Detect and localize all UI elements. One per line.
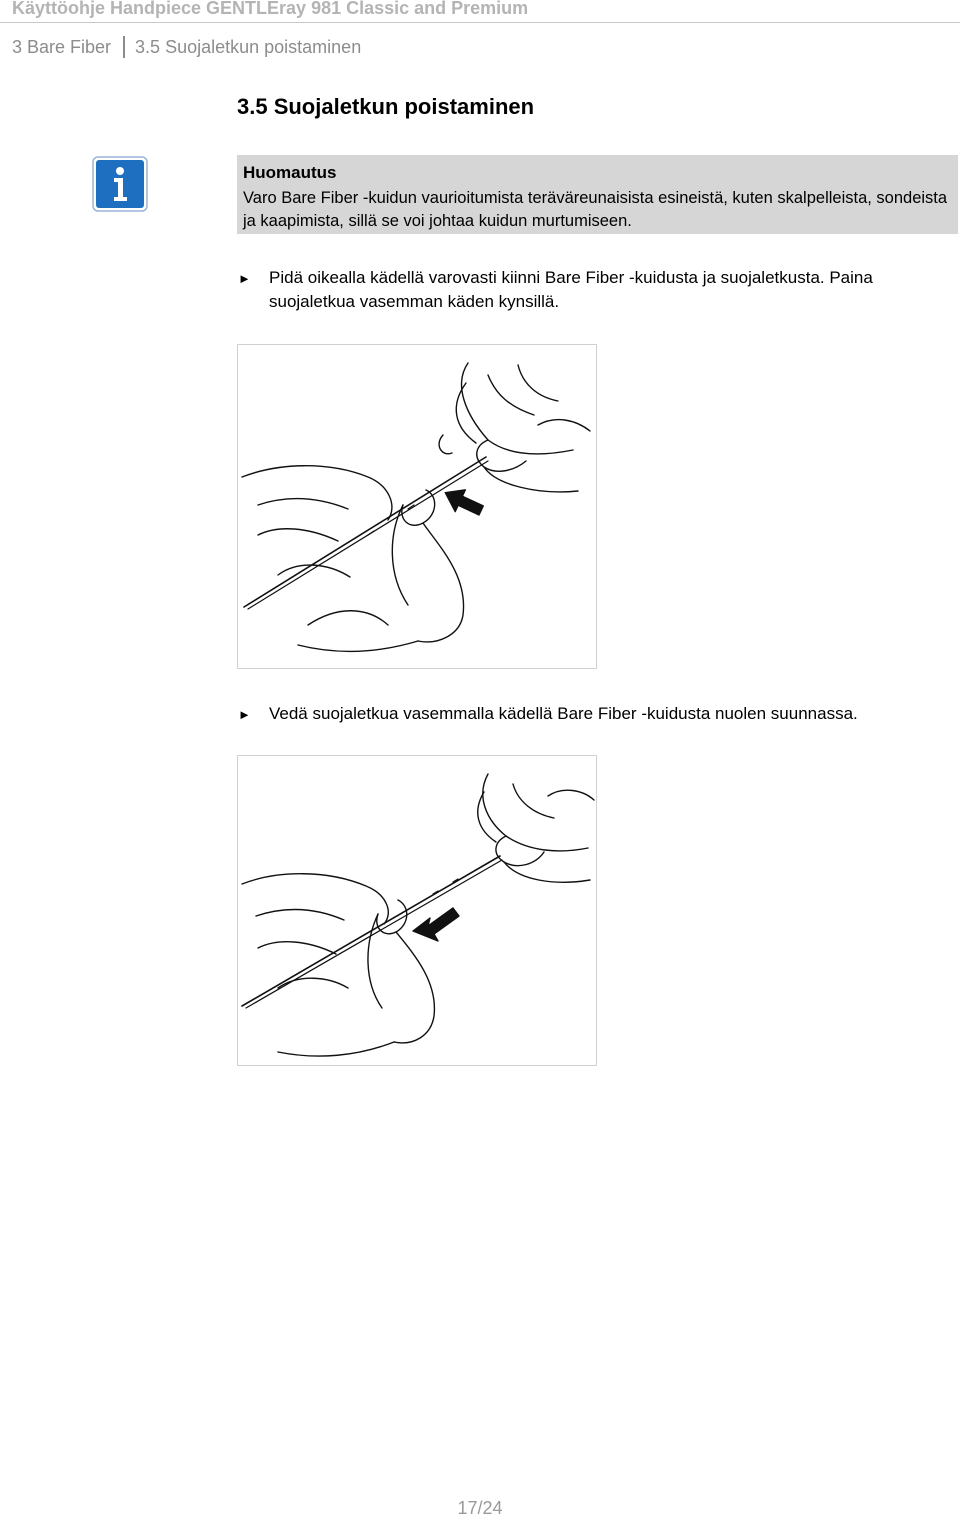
illustration-pull-tube <box>237 755 597 1066</box>
illustration-press-tube <box>237 344 597 669</box>
note-box <box>237 155 958 234</box>
page-number: 17/24 <box>457 1498 503 1518</box>
bullet-marker: ► <box>238 707 251 722</box>
info-icon <box>92 156 148 212</box>
step-text: Vedä suojaletkua vasemmalla kädellä Bare Fiber -kuidusta nuolen suunnassa. <box>269 704 858 723</box>
document-title: Käyttöohje Handpiece GENTLEray 981 Classic and Premium <box>12 0 529 18</box>
header-divider <box>0 22 960 23</box>
note-text: Varo Bare Fiber -kuidun vaurioitumista teräväreunaisista esineistä, kuten skalpelleista, sondeista ja kaapimista, sillä se voi johtaa kuidun murtumiseen. <box>243 189 948 230</box>
bullet-marker: ► <box>238 271 251 286</box>
note-title: Huomautus <box>243 163 337 182</box>
step-text: Pidä oikealla kädellä varovasti kiinni Bare Fiber -kuidusta ja suojaletkusta. Paina suojaletkua vasemman käden kynsillä. <box>269 268 873 311</box>
breadcrumb <box>12 36 361 58</box>
breadcrumb-chapter: 3 Bare Fiber <box>12 36 112 57</box>
breadcrumb-section: 3.5 Suojaletkun poistaminen <box>135 36 362 57</box>
breadcrumb-separator <box>123 36 125 58</box>
section-heading: 3.5 Suojaletkun poistaminen <box>237 94 535 119</box>
